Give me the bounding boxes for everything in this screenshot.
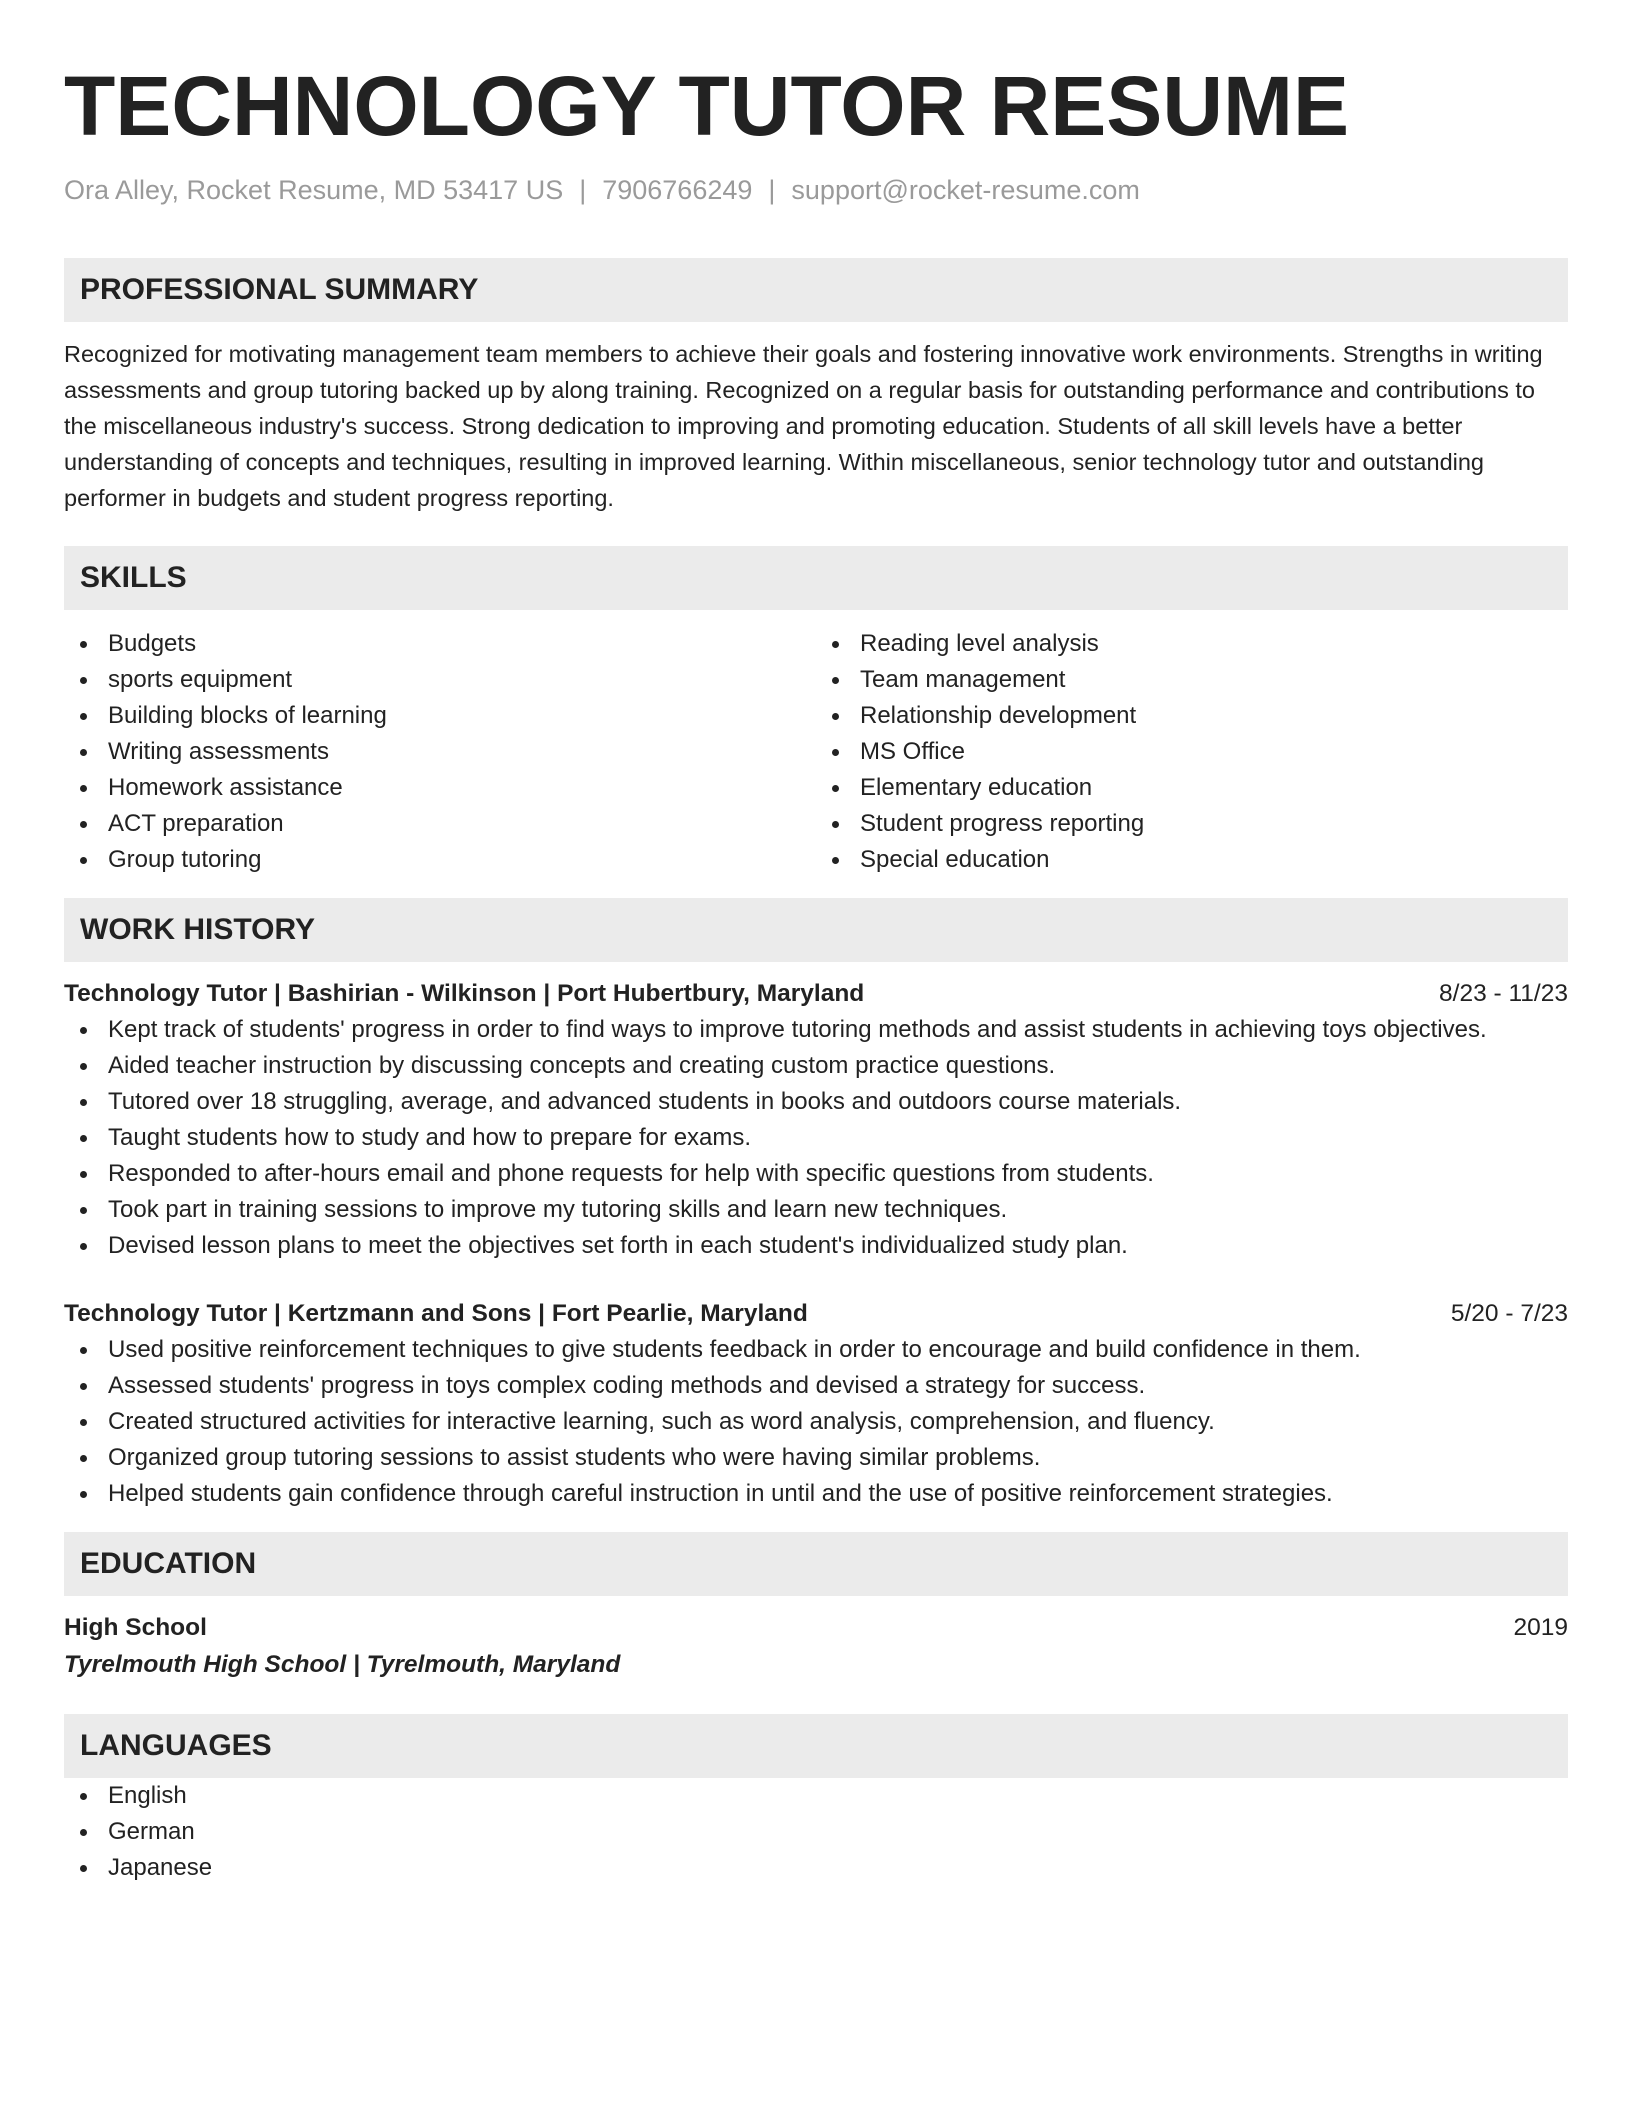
- section-header-languages: LANGUAGES: [64, 1714, 1568, 1778]
- contact-separator: |: [579, 175, 587, 205]
- summary-text: Recognized for motivating management team members to achieve their goals and fostering innovative work environments. Strengths in writing assessments and group tutoring backed up by along training. Recognized on a regular basis for outstanding performance and contributions to the miscellaneous industry's success. Strong dedication to improving and promoting education. Students of all skill levels have a better understanding of concepts and techniques, resulting in improved learning. Within miscellaneous, senior technology tutor and outstanding performer in budgets and student progress reporting.: [64, 341, 1543, 511]
- job-bullet: Assessed students' progress in toys complex coding methods and devised a strategy for success.: [64, 1368, 1568, 1404]
- skills-column-left: [64, 626, 816, 878]
- contact-separator: |: [768, 175, 776, 205]
- skill-item: Student progress reporting: [816, 806, 1568, 842]
- language-list: [64, 1778, 1568, 1886]
- job-bullet: Kept track of students' progress in order to find ways to improve tutoring methods and assist students in achieving toys objectives.: [64, 1012, 1568, 1048]
- language-item: Japanese: [64, 1850, 1568, 1886]
- section-header-education: EDUCATION: [64, 1532, 1568, 1596]
- section-header-professional-summary: PROFESSIONAL SUMMARY: [64, 258, 1568, 322]
- language-item: German: [64, 1814, 1568, 1850]
- skill-item: Elementary education: [816, 770, 1568, 806]
- page-title: TECHNOLOGY TUTOR RESUME: [64, 59, 1349, 153]
- job-bullet: Created structured activities for interactive learning, such as word analysis, comprehension, and fluency.: [64, 1404, 1568, 1440]
- job-bullet: Took part in training sessions to improve my tutoring skills and learn new techniques.: [64, 1192, 1568, 1228]
- skill-item: Reading level analysis: [816, 626, 1568, 662]
- job-bullet: Taught students how to study and how to prepare for exams.: [64, 1120, 1568, 1156]
- job-bullet: Tutored over 18 struggling, average, and advanced students in books and outdoors course materials.: [64, 1084, 1568, 1120]
- contact-email: support@rocket-resume.com: [791, 175, 1140, 205]
- job-bullet: Aided teacher instruction by discussing concepts and creating custom practice questions.: [64, 1048, 1568, 1084]
- job-dates: 8/23 - 11/23: [1439, 980, 1568, 1007]
- skill-item: sports equipment: [64, 662, 816, 698]
- job-bullet-list: [64, 1012, 1568, 1264]
- job-dates: 5/20 - 7/23: [1450, 1300, 1568, 1327]
- job-bullet: Devised lesson plans to meet the objectives set forth in each student's individualized study plan.: [64, 1228, 1568, 1264]
- education-degree: High School: [64, 1614, 207, 1641]
- skill-item: Building blocks of learning: [64, 698, 816, 734]
- job-bullet: Organized group tutoring sessions to assist students who were having similar problems.: [64, 1440, 1568, 1476]
- section-header-skills: SKILLS: [64, 546, 1568, 610]
- job-bullet-list: [64, 1332, 1568, 1512]
- contact-phone: 7906766249: [602, 175, 753, 205]
- contact-address: Ora Alley, Rocket Resume, MD 53417 US: [64, 175, 564, 205]
- job-heading-row: [64, 1296, 1568, 1332]
- skill-item: Team management: [816, 662, 1568, 698]
- skill-item: Homework assistance: [64, 770, 816, 806]
- skill-item: Budgets: [64, 626, 816, 662]
- job-title: Technology Tutor | Bashirian - Wilkinson | Port Hubertbury, Maryland: [64, 980, 865, 1007]
- education-heading-row: [64, 1610, 1568, 1646]
- skill-item: Group tutoring: [64, 842, 816, 878]
- contact-line: [64, 172, 1568, 208]
- job-heading-row: [64, 976, 1568, 1012]
- skill-item: Relationship development: [816, 698, 1568, 734]
- job-title: Technology Tutor | Kertzmann and Sons | Fort Pearlie, Maryland: [64, 1300, 808, 1327]
- job-bullet: Used positive reinforcement techniques to give students feedback in order to encourage and build confidence in them.: [64, 1332, 1568, 1368]
- skill-item: ACT preparation: [64, 806, 816, 842]
- skill-item: MS Office: [816, 734, 1568, 770]
- skills-column-right: [816, 626, 1568, 878]
- skills-grid: [64, 626, 1568, 878]
- job-bullet: Responded to after-hours email and phone requests for help with specific questions from students.: [64, 1156, 1568, 1192]
- education-year: 2019: [1513, 1614, 1568, 1641]
- skill-item: Writing assessments: [64, 734, 816, 770]
- section-header-work-history: WORK HISTORY: [64, 898, 1568, 962]
- education-school: Tyrelmouth High School | Tyrelmouth, Maryland: [64, 1651, 621, 1678]
- job-bullet: Helped students gain confidence through careful instruction in until and the use of positive reinforcement strategies.: [64, 1476, 1568, 1512]
- language-item: English: [64, 1778, 1568, 1814]
- skill-item: Special education: [816, 842, 1568, 878]
